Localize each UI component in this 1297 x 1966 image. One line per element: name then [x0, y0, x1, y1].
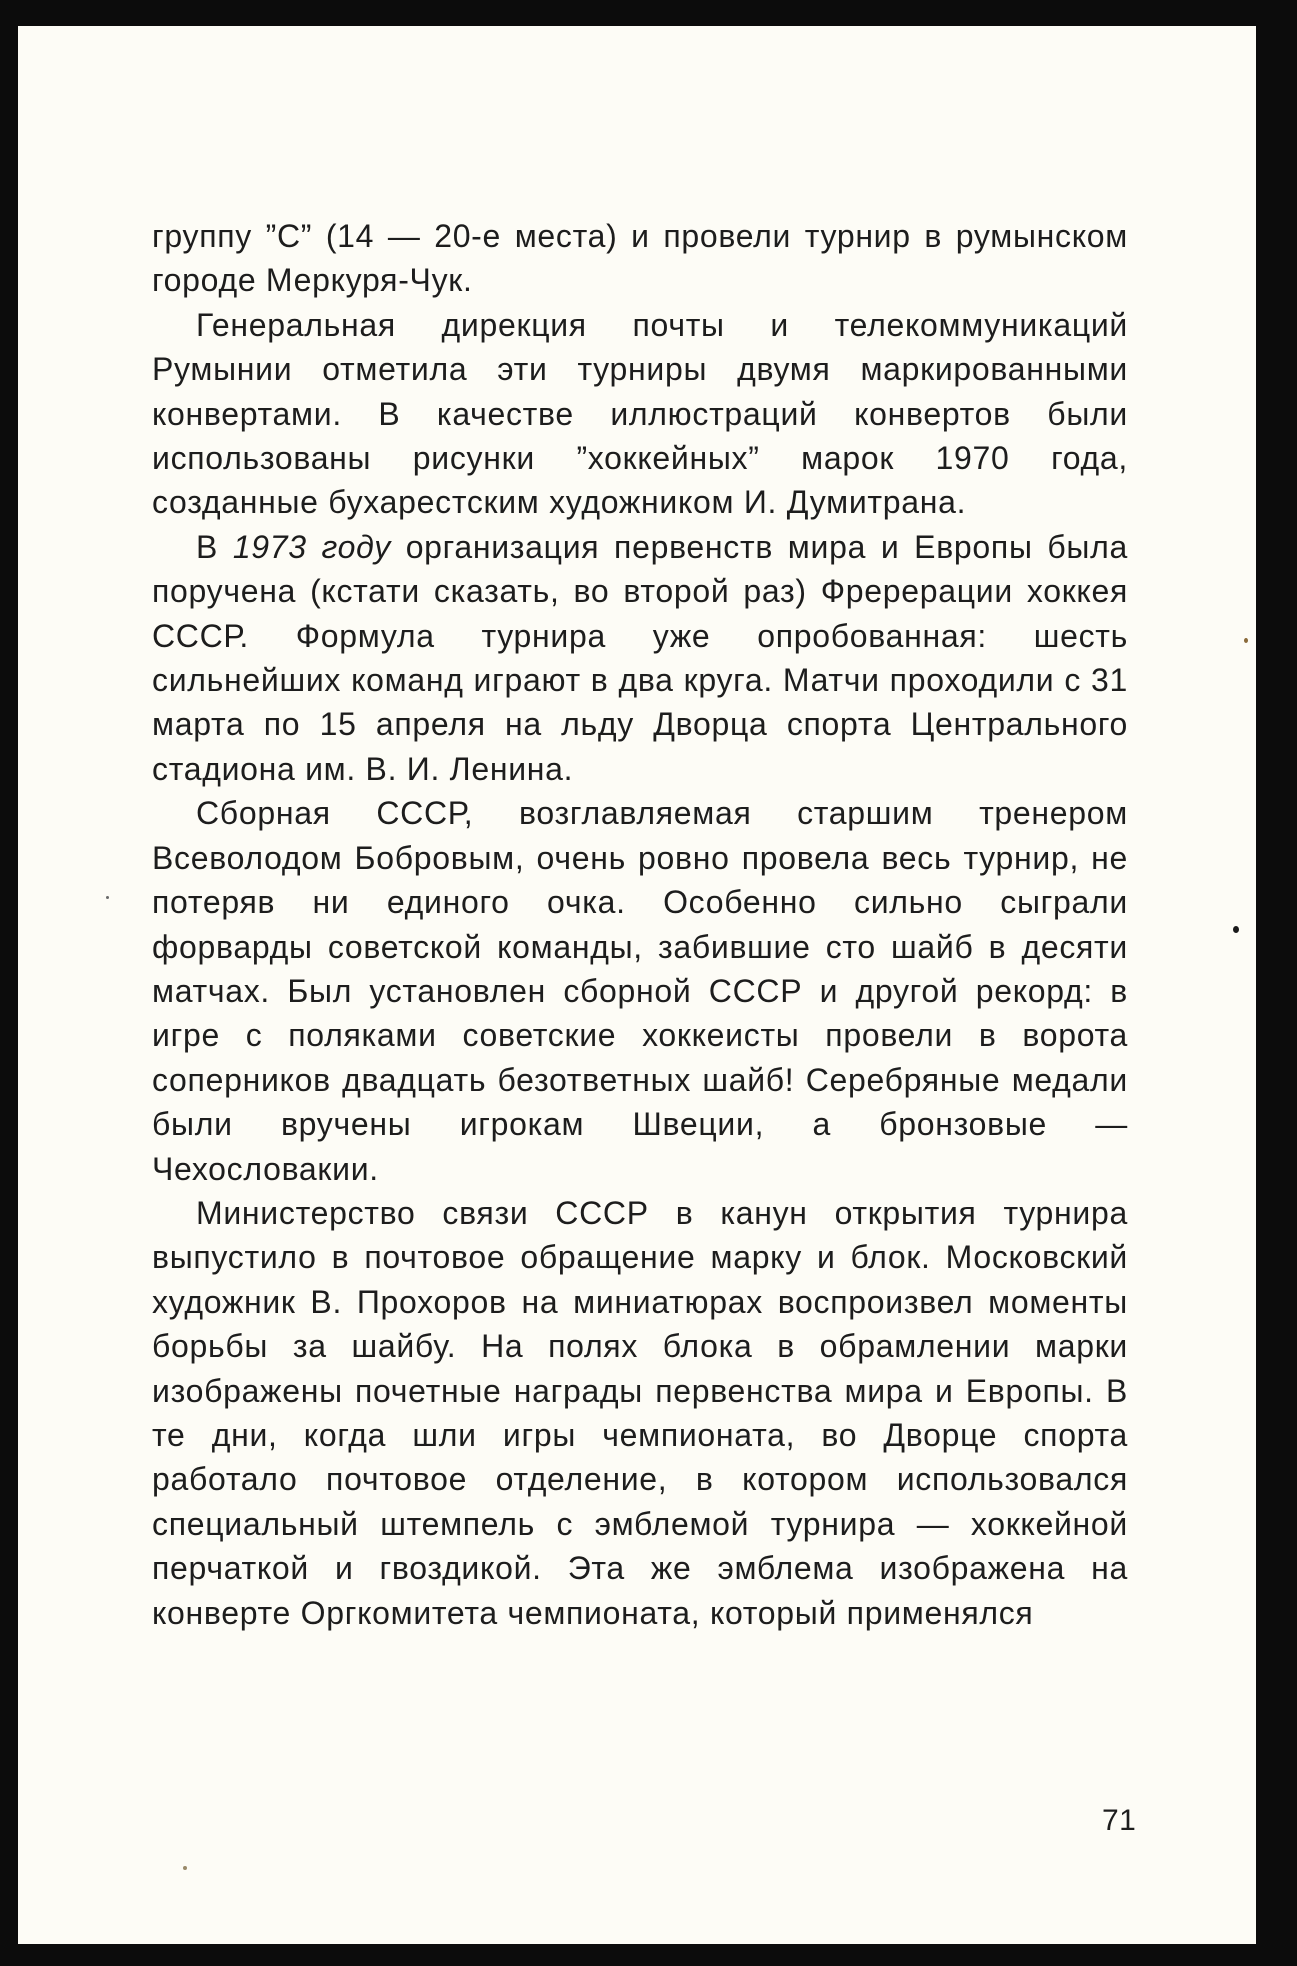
paragraph-3-rest: организация первенств мира и Европы была поручена (кстати сказать, во второй раз) Фререрации хоккея СССР. Формула турнира уже опробованная: шесть сильнейших команд играют в два круга. Матчи проходили с 31 марта по 15 апреля на льду Дворца спорта Центрального стадиона им. В. И. Ленина.: [152, 528, 1128, 787]
page-number: 71: [1102, 1804, 1137, 1837]
paragraph-3: [152, 525, 1128, 791]
dust-speck: [106, 896, 109, 899]
body-text: [152, 214, 1128, 1635]
dust-speck: [183, 1866, 187, 1870]
paragraph-4: Сборная СССР, возглавляемая старшим тренером Всеволодом Бобровым, очень ровно провела весь турнир, не потеряв ни единого очка. Особенно сильно сыграли форварды советской команды, забившие сто шайб в десяти матчах. Был установлен сборной СССР и другой рекорд: в игре с поляками советские хоккеисты провели в ворота соперников двадцать безответных шайб! Серебряные медали были вручены игрокам Швеции, а бронзовые — Чехословакии.: [152, 795, 1128, 1187]
paragraph-3-lead: В: [196, 528, 219, 565]
dust-speck: [1244, 638, 1248, 643]
paragraph-2: Генеральная дирекция почты и телекоммуникаций Румынии отметила эти турниры двумя маркированными конвертами. В качестве иллюстраций конвертов были использованы рисунки ”хоккейных” марок 1970 года, созданные бухарестским художником И. Думитрана.: [152, 306, 1128, 521]
paragraph-1: группу ”С” (14 — 20-е места) и провели турнир в румынском городе Меркуря-Чук.: [152, 218, 1128, 299]
book-page: [18, 26, 1256, 1944]
italic-year: 1973 году: [232, 528, 391, 565]
dust-speck: [1233, 926, 1239, 933]
paragraph-5: Министерство связи СССР в канун открытия турнира выпустило в почтовое обращение марку и блок. Московский художник В. Прохоров на миниатюрах воспроизвел моменты борьбы за шайбу. На полях блока в обрамлении марки изображены почетные награды первенства мира и Европы. В те дни, когда шли игры чемпионата, во Дворце спорта работало почтовое отделение, в котором использовался специальный штемпель с эмблемой турнира — хоккейной перчаткой и гвоздикой. Эта же эмблема изображена на конверте Оргкомитета чемпионата, который применялся: [152, 1194, 1128, 1631]
